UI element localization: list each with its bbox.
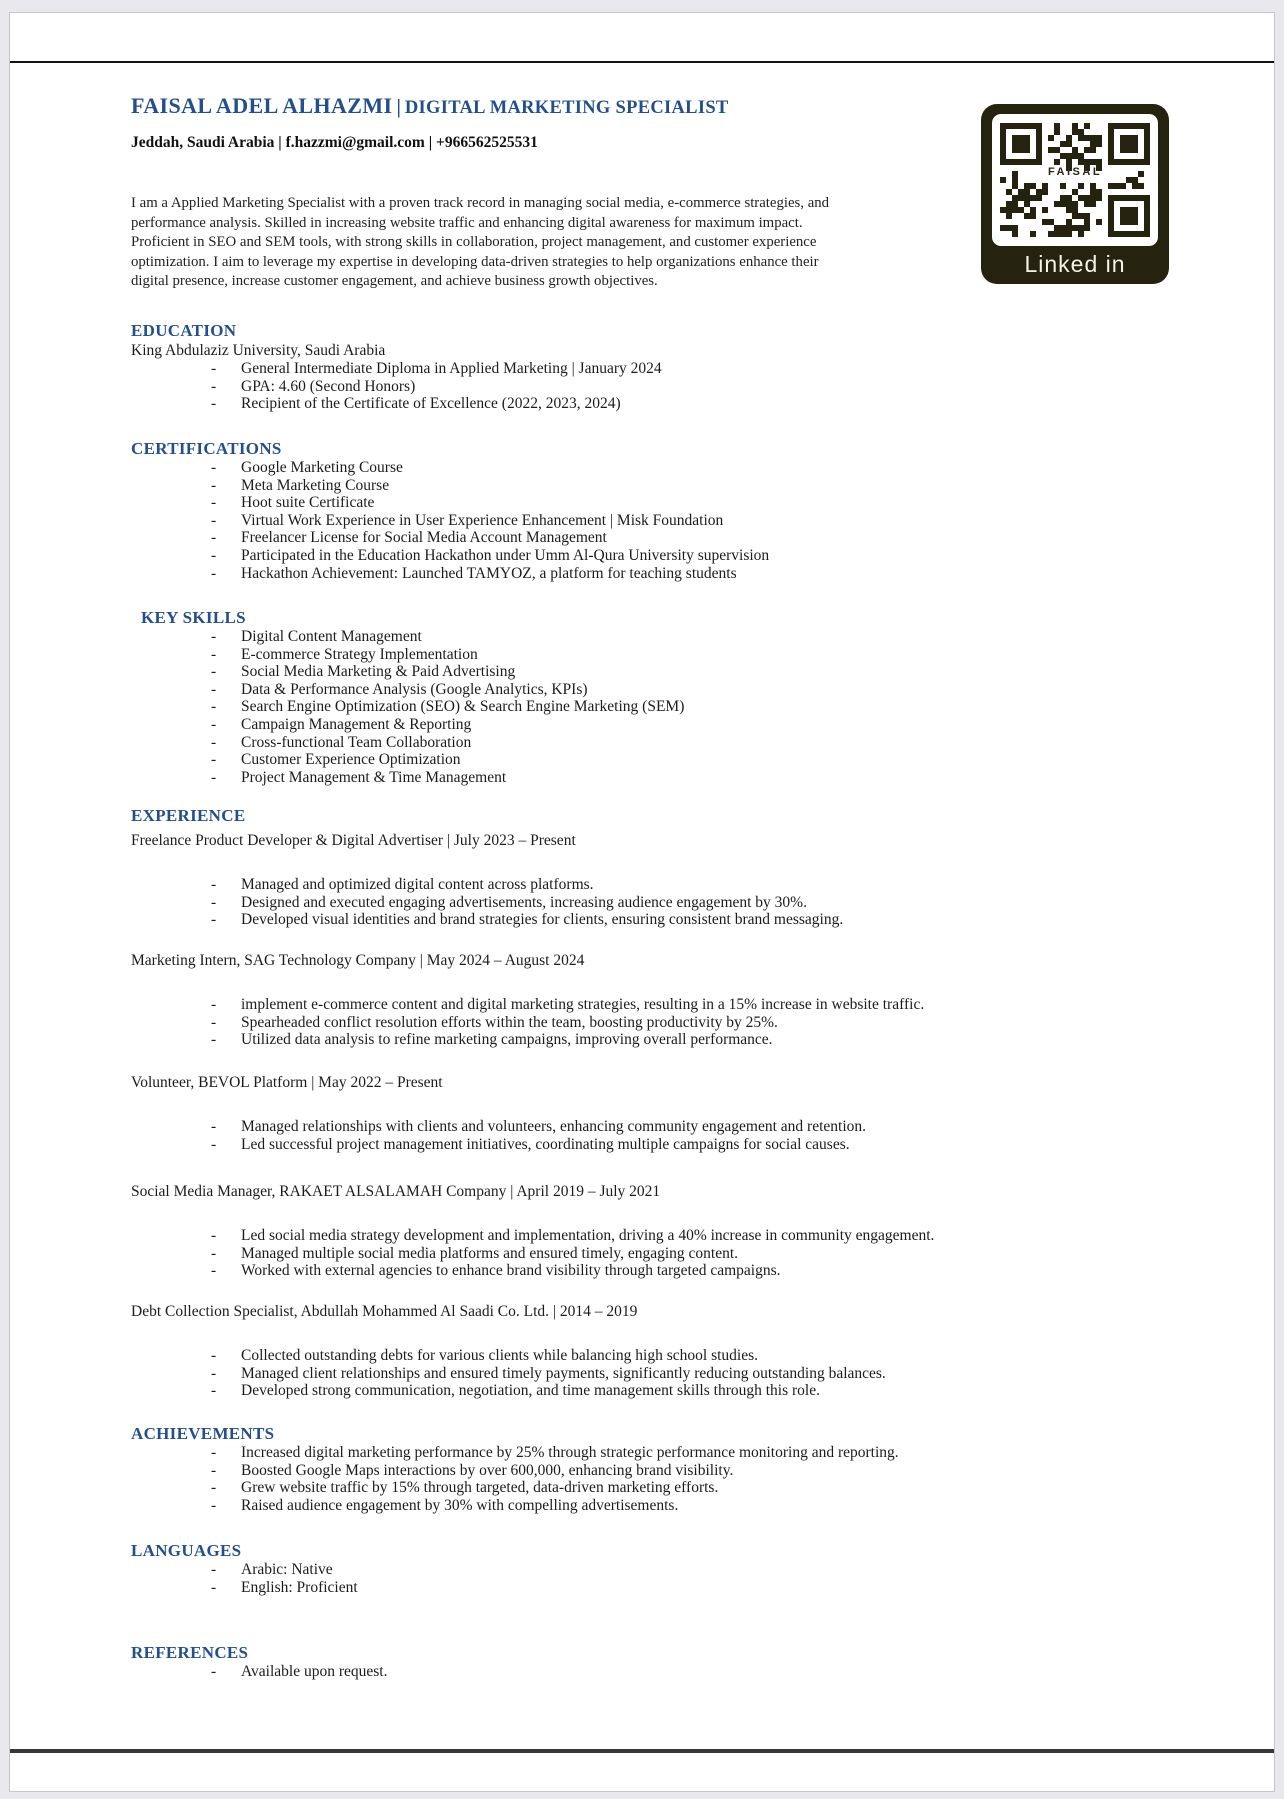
bullet-dash: - xyxy=(211,628,217,645)
bullet-item xyxy=(131,1245,1241,1263)
bullet-dash: - xyxy=(211,494,217,512)
bullet-dash: - xyxy=(211,1382,217,1400)
bullet-dash: - xyxy=(211,511,217,529)
bullet-dash: - xyxy=(211,1227,217,1244)
bullet-text: Social Media Marketing & Paid Advertising xyxy=(241,663,516,681)
bullet-item xyxy=(131,1262,1241,1280)
bullet-dash: - xyxy=(211,893,217,911)
achievements-heading: ACHIEVEMENTS xyxy=(131,1424,275,1443)
bullet-item xyxy=(131,547,1241,565)
bullet-item xyxy=(131,663,1241,681)
bullet-dash: - xyxy=(211,996,217,1013)
bullet-dash: - xyxy=(211,1444,217,1461)
job-title: Marketing Intern, SAG Technology Company | May 2024 – August 2024 xyxy=(131,952,585,969)
languages-heading: LANGUAGES xyxy=(131,1541,242,1560)
qr-pattern xyxy=(1000,123,1150,237)
bottom-border-line xyxy=(10,1749,1274,1753)
job-bullet-list xyxy=(131,996,1241,1049)
bullet-dash: - xyxy=(211,1031,217,1049)
bullet-item xyxy=(131,769,1241,787)
education-heading: EDUCATION xyxy=(131,321,237,340)
bullet-text: Hackathon Achievement: Launched TAMYOZ, a platform for teaching students xyxy=(241,564,737,582)
job-bullet-list xyxy=(131,1227,1241,1280)
bullet-dash: - xyxy=(211,1561,217,1578)
bullet-dash: - xyxy=(211,1479,217,1497)
bullet-dash: - xyxy=(211,733,217,751)
key-skills-list xyxy=(131,628,1241,786)
bullet-item xyxy=(131,477,1241,495)
bullet-item xyxy=(131,681,1241,699)
references-heading: REFERENCES xyxy=(131,1643,249,1662)
education-intro: King Abdulaziz University, Saudi Arabia xyxy=(131,342,386,359)
bullet-dash: - xyxy=(211,911,217,929)
bullet-item xyxy=(131,1031,1241,1049)
experience-job-freelance xyxy=(131,831,1241,929)
bullet-dash: - xyxy=(211,360,217,377)
bullet-item xyxy=(131,1136,1241,1154)
section-references xyxy=(131,1643,1241,1681)
bullet-item xyxy=(131,894,1241,912)
bullet-dash: - xyxy=(211,395,217,413)
linkedin-caption: Linked in xyxy=(1024,251,1126,277)
bullet-text: Managed multiple social media platforms and ensured timely, engaging content. xyxy=(241,1244,739,1262)
bullet-item xyxy=(131,734,1241,752)
section-key-skills xyxy=(131,608,1241,786)
bullet-text: Managed relationships with clients and volunteers, enhancing community engagement and retention. xyxy=(241,1118,866,1135)
bullet-item xyxy=(131,494,1241,512)
bullet-item xyxy=(131,1579,1241,1597)
bullet-item xyxy=(131,1663,1241,1681)
bullet-text: GPA: 4.60 (Second Honors) xyxy=(241,377,416,395)
certifications-list xyxy=(131,459,1241,582)
section-languages xyxy=(131,1541,1241,1596)
bullet-text: Hoot suite Certificate xyxy=(241,494,375,512)
bullet-item xyxy=(131,512,1241,530)
section-education xyxy=(131,321,1241,413)
bullet-text: Spearheaded conflict resolution efforts within the team, boosting productivity by 25%. xyxy=(241,1013,778,1031)
bullet-text: Managed and optimized digital content across platforms. xyxy=(241,876,594,893)
bullet-text: Utilized data analysis to refine marketing campaigns, improving overall performance. xyxy=(241,1031,773,1049)
bullet-item xyxy=(131,1444,1241,1462)
qr-code xyxy=(992,114,1158,246)
qr-center-label: FAISAL xyxy=(1047,166,1103,178)
bullet-dash: - xyxy=(211,1135,217,1153)
bullet-dash: - xyxy=(211,715,217,733)
job-bullet-list xyxy=(131,1118,1241,1153)
candidate-title: DIGITAL MARKETING SPECIALIST xyxy=(404,98,729,118)
bullet-text: Available upon request. xyxy=(241,1663,388,1680)
education-list xyxy=(131,360,1241,413)
bullet-item xyxy=(131,1014,1241,1032)
bullet-dash: - xyxy=(211,698,217,716)
experience-job-volunteer xyxy=(131,1073,1241,1153)
experience-job-social-media-manager xyxy=(131,1182,1241,1280)
bullet-dash: - xyxy=(211,1244,217,1262)
summary-paragraph: I am a Applied Marketing Specialist with a proven track record in managing social media, e-commerce strategies, and performance analysis. Skilled in increasing website traffic and enhancing digital awareness for maximum impact. Proficient in SEO and SEM tools, with strong skills in collaboration, project management, and customer experience optimization. I aim to leverage my expertise in developing data-driven strategies to help organizations enhance their digital presence, increase customer engagement, and achieve business growth objectives. xyxy=(131,195,830,290)
bullet-item xyxy=(131,876,1241,894)
bullet-text: Led successful project management initiatives, coordinating multiple campaigns for social causes. xyxy=(241,1135,850,1153)
bullet-text: implement e-commerce content and digital marketing strategies, resulting in a 15% increase in website traffic. xyxy=(241,996,925,1013)
bullet-item xyxy=(131,996,1241,1014)
bullet-item xyxy=(131,751,1241,769)
bullet-dash: - xyxy=(211,680,217,698)
bullet-dash: - xyxy=(211,1461,217,1479)
bullet-text: Developed visual identities and brand strategies for clients, ensuring consistent brand messaging. xyxy=(241,911,844,929)
bullet-dash: - xyxy=(211,1262,217,1280)
bullet-item xyxy=(131,459,1241,477)
resume-page xyxy=(9,12,1275,1792)
job-title: Social Media Manager, RAKAET ALSALAMAH Company | April 2019 – July 2021 xyxy=(131,1183,661,1200)
bullet-item xyxy=(131,628,1241,646)
bullet-text: Campaign Management & Reporting xyxy=(241,715,472,733)
linkedin-qr-card xyxy=(981,104,1169,284)
bullet-dash: - xyxy=(211,876,217,893)
bullet-item xyxy=(131,698,1241,716)
bullet-text: Virtual Work Experience in User Experience Enhancement | Misk Foundation xyxy=(241,511,724,529)
bullet-text: Cross-functional Team Collaboration xyxy=(241,733,472,751)
bullet-text: Meta Marketing Course xyxy=(241,476,390,494)
bullet-text: Recipient of the Certificate of Excellence (2022, 2023, 2024) xyxy=(241,395,621,413)
bullet-text: Increased digital marketing performance by 25% through strategic performance monitoring and reporting. xyxy=(241,1444,899,1461)
bullet-dash: - xyxy=(211,476,217,494)
bullet-item xyxy=(131,378,1241,396)
bullet-dash: - xyxy=(211,663,217,681)
bullet-dash: - xyxy=(211,1364,217,1382)
achievements-list xyxy=(131,1444,1241,1514)
name-title-line xyxy=(131,93,729,119)
bullet-item xyxy=(131,716,1241,734)
job-title: Freelance Product Developer & Digital Advertiser | July 2023 – Present xyxy=(131,832,576,849)
bullet-text: Arabic: Native xyxy=(241,1561,333,1578)
job-bullet-list xyxy=(131,876,1241,929)
bullet-dash: - xyxy=(211,1347,217,1364)
bullet-dash: - xyxy=(211,751,217,769)
section-achievements xyxy=(131,1424,1241,1514)
bullet-item xyxy=(131,1118,1241,1136)
experience-heading: EXPERIENCE xyxy=(131,806,246,825)
bullet-dash: - xyxy=(211,1118,217,1135)
contact-line: Jeddah, Saudi Arabia | f.hazzmi@gmail.com | +966562525531 xyxy=(131,134,538,151)
job-title: Volunteer, BEVOL Platform | May 2022 – Present xyxy=(131,1074,443,1091)
bullet-dash: - xyxy=(211,1663,217,1680)
bullet-item xyxy=(131,911,1241,929)
bullet-text: Google Marketing Course xyxy=(241,459,403,476)
bullet-item xyxy=(131,646,1241,664)
bullet-dash: - xyxy=(211,459,217,476)
bullet-text: English: Proficient xyxy=(241,1578,358,1596)
bullet-dash: - xyxy=(211,564,217,582)
experience-job-marketing-intern xyxy=(131,951,1241,1049)
bullet-text: Grew website traffic by 15% through targeted, data-driven marketing efforts. xyxy=(241,1479,719,1497)
bullet-item xyxy=(131,1497,1241,1515)
top-border-line xyxy=(10,61,1274,63)
bullet-text: Participated in the Education Hackathon under Umm Al-Qura University supervision xyxy=(241,546,770,564)
bullet-text: Freelancer License for Social Media Account Management xyxy=(241,529,607,547)
bullet-text: General Intermediate Diploma in Applied Marketing | January 2024 xyxy=(241,360,662,377)
bullet-text: Collected outstanding debts for various clients while balancing high school studies. xyxy=(241,1347,759,1364)
certifications-heading: CERTIFICATIONS xyxy=(131,439,282,458)
bullet-item xyxy=(131,1561,1241,1579)
bullet-item xyxy=(131,529,1241,547)
job-title: Debt Collection Specialist, Abdullah Mohammed Al Saadi Co. Ltd. | 2014 – 2019 xyxy=(131,1303,638,1320)
bullet-text: Raised audience engagement by 30% with compelling advertisements. xyxy=(241,1496,679,1514)
bullet-item xyxy=(131,565,1241,583)
languages-list xyxy=(131,1561,1241,1596)
bullet-text: Worked with external agencies to enhance brand visibility through targeted campaigns. xyxy=(241,1262,781,1280)
key-skills-heading: KEY SKILLS xyxy=(141,608,246,627)
bullet-item xyxy=(131,1462,1241,1480)
bullet-dash: - xyxy=(211,529,217,547)
candidate-name: FAISAL ADEL ALHAZMI xyxy=(131,93,393,118)
bullet-text: Managed client relationships and ensured timely payments, significantly reducing outstanding balances. xyxy=(241,1364,886,1382)
bullet-dash: - xyxy=(211,546,217,564)
bullet-dash: - xyxy=(211,645,217,663)
bullet-dash: - xyxy=(211,1013,217,1031)
bullet-item xyxy=(131,1227,1241,1245)
bullet-dash: - xyxy=(211,377,217,395)
bullet-item xyxy=(131,1479,1241,1497)
bullet-dash: - xyxy=(211,1578,217,1596)
bullet-text: Led social media strategy development and implementation, driving a 40% increase in community engagement. xyxy=(241,1227,935,1244)
bullet-text: E-commerce Strategy Implementation xyxy=(241,645,478,663)
name-title-separator: | xyxy=(396,96,401,118)
bullet-dash: - xyxy=(211,1496,217,1514)
bullet-text: Project Management & Time Management xyxy=(241,768,507,786)
references-list xyxy=(131,1663,1241,1681)
bullet-text: Designed and executed engaging advertisements, increasing audience engagement by 30%. xyxy=(241,893,807,911)
bullet-item xyxy=(131,360,1241,378)
bullet-text: Search Engine Optimization (SEO) & Search Engine Marketing (SEM) xyxy=(241,698,685,716)
section-certifications xyxy=(131,439,1241,582)
section-experience-heading xyxy=(131,806,1241,826)
job-bullet-list xyxy=(131,1347,1241,1400)
bullet-item xyxy=(131,395,1241,413)
bullet-text: Digital Content Management xyxy=(241,628,422,645)
bullet-text: Customer Experience Optimization xyxy=(241,751,461,769)
bullet-item xyxy=(131,1365,1241,1383)
bullet-text: Boosted Google Maps interactions by over 600,000, enhancing brand visibility. xyxy=(241,1461,734,1479)
bullet-text: Developed strong communication, negotiation, and time management skills through this role. xyxy=(241,1382,820,1400)
bullet-item xyxy=(131,1347,1241,1365)
bullet-item xyxy=(131,1382,1241,1400)
experience-job-debt-collection xyxy=(131,1302,1241,1400)
bullet-text: Data & Performance Analysis (Google Analytics, KPIs) xyxy=(241,680,588,698)
bullet-dash: - xyxy=(211,768,217,786)
